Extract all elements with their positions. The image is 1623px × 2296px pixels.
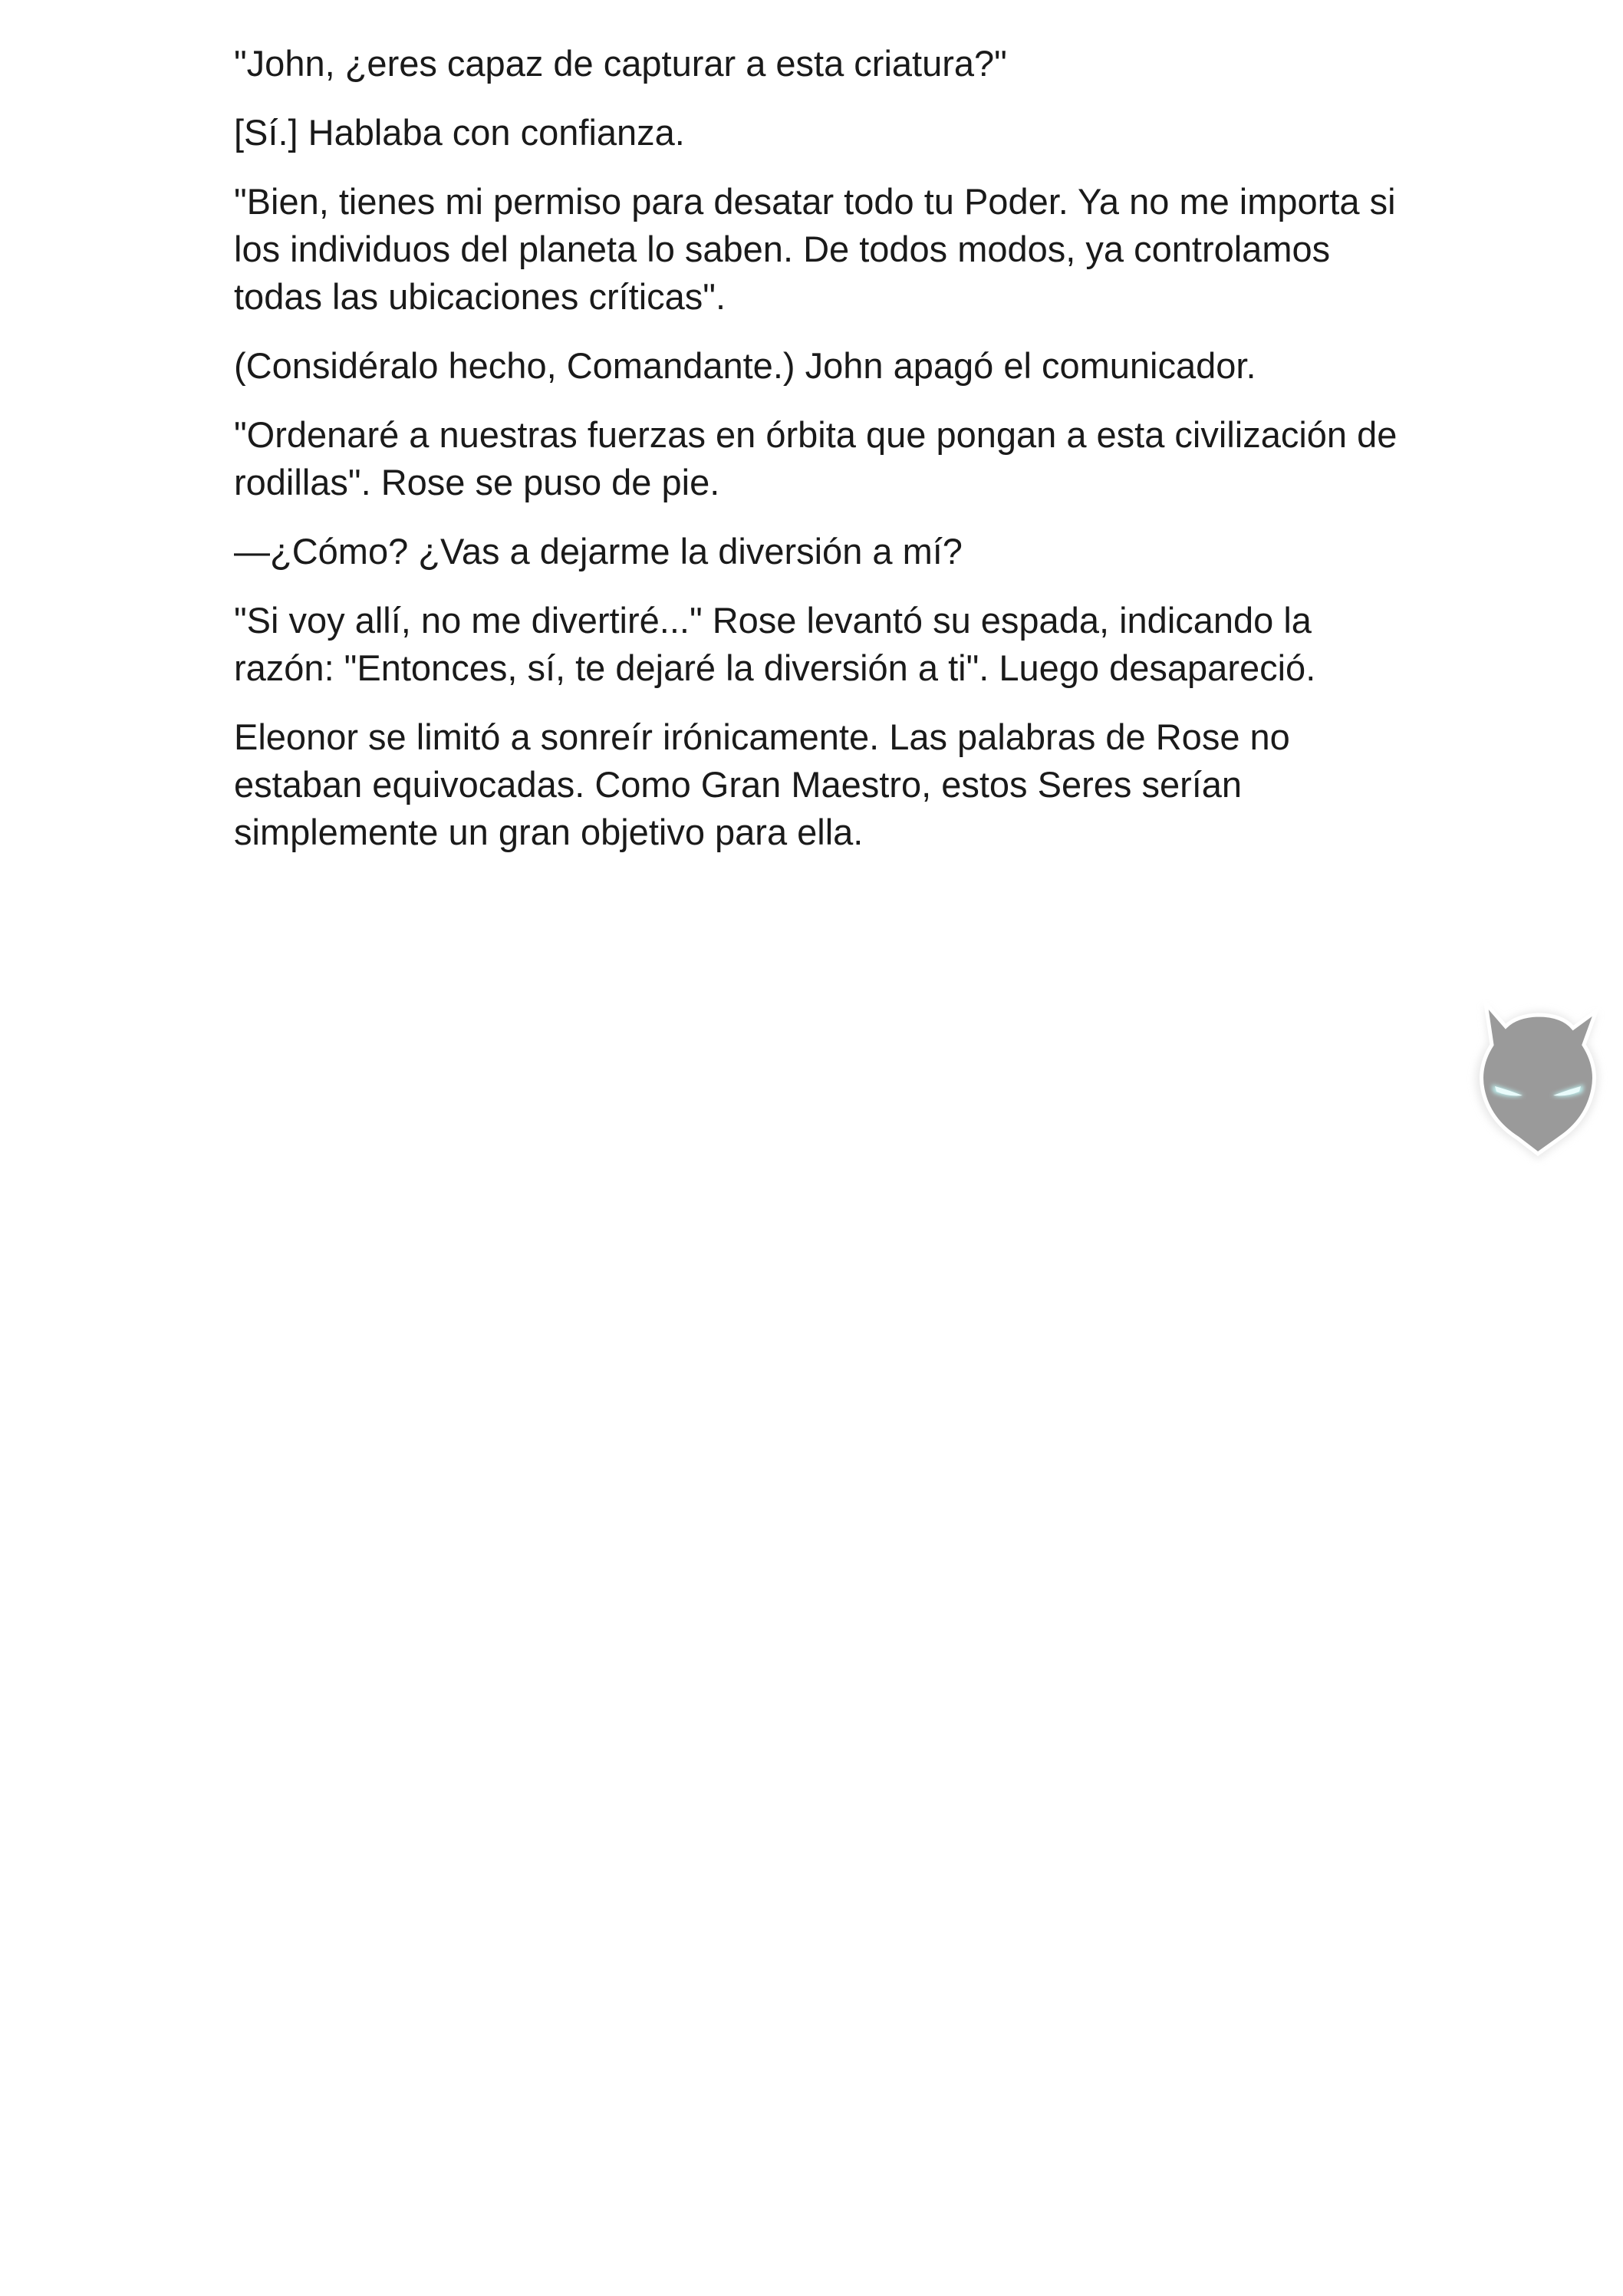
paragraph-7: "Si voy allí, no me divertiré..." Rose levantó su espada, indicando la razón: "Entonces, sí, te dejaré la diversión a ti". Luego desapareció. — [234, 600, 1316, 688]
demon-head-logo-icon — [1461, 990, 1615, 1166]
document-body — [234, 40, 1407, 878]
logo-head — [1482, 1003, 1597, 1154]
paragraph-4: (Considéralo hecho, Comandante.) John apagó el comunicador. — [234, 345, 1256, 386]
paragraph-8: Eleonor se limitó a sonreír irónicamente. Las palabras de Rose no estaban equivocadas. Como Gran Maestro, estos Seres serían simplemente un gran objetivo para ella. — [234, 716, 1290, 852]
paragraph-2: [Sí.] Hablaba con confianza. — [234, 112, 685, 153]
paragraph-1: "John, ¿eres capaz de capturar a esta criatura?" — [234, 43, 1007, 84]
paragraph-6: —¿Cómo? ¿Vas a dejarme la diversión a mí? — [234, 531, 963, 572]
paragraph-5: "Ordenaré a nuestras fuerzas en órbita que pongan a esta civilización de rodillas". Rose se puso de pie. — [234, 414, 1397, 502]
paragraph-3: "Bien, tienes mi permiso para desatar todo tu Poder. Ya no me importa si los individuos del planeta lo saben. De todos modos, ya controlamos todas las ubicaciones críticas". — [234, 181, 1396, 317]
